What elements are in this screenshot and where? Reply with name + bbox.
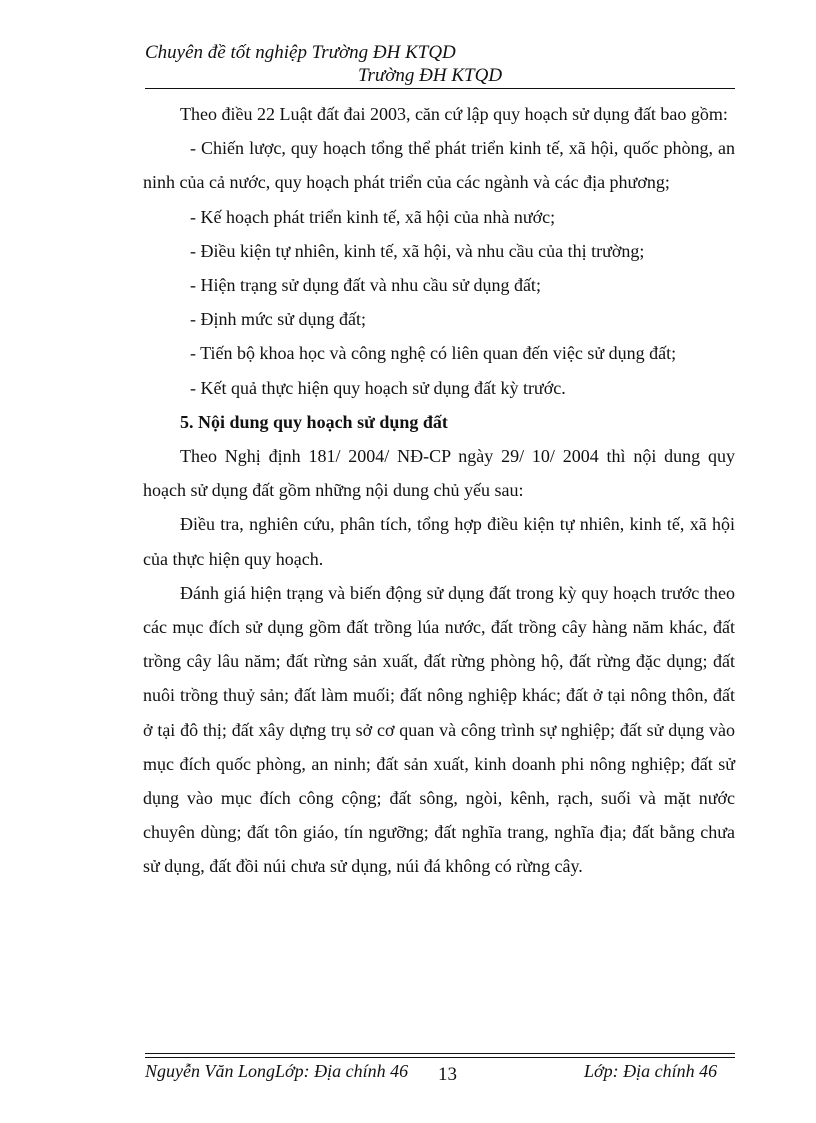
document-body: [143, 97, 735, 884]
list-item: - Hiện trạng sử dụng đất và nhu cầu sử dụng đất;: [190, 275, 541, 296]
header-divider: [145, 88, 735, 89]
list-item: - Kết quả thực hiện quy hoạch sử dụng đất kỳ trước.: [190, 377, 566, 398]
footer-author: Nguyễn Văn LongLớp: Địa chính 46: [145, 1061, 409, 1081]
footer-divider-top: [145, 1053, 735, 1054]
header-title: Chuyên đề tốt nghiệp Trường ĐH KTQD: [145, 42, 456, 63]
list-item: - Tiến bộ khoa học và công nghệ có liên quan đến việc sử dụng đất;: [190, 343, 677, 364]
header-subtitle: Trường ĐH KTQD: [358, 65, 503, 86]
list-item: - Chiến lược, quy hoạch tổng thể phát triển kinh tế, xã hội, quốc phòng, an ninh của cả nước, quy hoạch phát triển của các ngành và các địa phương;: [143, 138, 735, 193]
list-item: - Kế hoạch phát triển kinh tế, xã hội của nhà nước;: [190, 206, 556, 227]
page-number: 13: [438, 1064, 457, 1085]
list-item: - Định mức sử dụng đất;: [190, 309, 366, 330]
intro-paragraph: Theo điều 22 Luật đất đai 2003, căn cứ lập quy hoạch sử dụng đất bao gồm:: [180, 104, 728, 124]
section-heading: 5. Nội dung quy hoạch sử dụng đất: [180, 411, 448, 432]
list-item: - Điều kiện tự nhiên, kinh tế, xã hội, và nhu cầu của thị trường;: [190, 240, 645, 261]
footer-class: Lớp: Địa chính 46: [584, 1061, 718, 1081]
footer-divider-bottom: [145, 1057, 735, 1058]
body-paragraph: Đánh giá hiện trạng và biến động sử dụng đất trong kỳ quy hoạch trước theo các mục đích sử dụng gồm đất trồng lúa nước, đất trồng cây hàng năm khác, đất trồng cây lâu năm; đất rừng sản xuất, đất rừng phòng hộ, đất rừng đặc dụng; đất nuôi trồng thuỷ sản; đất làm muối; đất nông nghiệp khác; đất ở tại nông thôn, đất ở tại đô thị; đất xây dựng trụ sở cơ quan và công trình sự nghiệp; đất sử dụng vào mục đích quốc phòng, an ninh; đất sản xuất, kinh doanh phi nông nghiệp; đất sử dụng vào mục đích công cộng; đất sông, ngòi, kênh, rạch, suối và mặt nước chuyên dùng; đất tôn giáo, tín ngưỡng; đất nghĩa trang, nghĩa địa; đất bằng chưa sử dụng, đất đồi núi chưa sử dụng, núi đá không có rừng cây.: [143, 582, 735, 877]
body-paragraph: Theo Nghị định 181/ 2004/ NĐ-CP ngày 29/ 10/ 2004 thì nội dung quy hoạch sử dụng đất gồm những nội dung chủ yếu sau:: [143, 446, 735, 501]
body-paragraph: Điều tra, nghiên cứu, phân tích, tổng hợp điều kiện tự nhiên, kinh tế, xã hội của thực hiện quy hoạch.: [143, 514, 735, 569]
